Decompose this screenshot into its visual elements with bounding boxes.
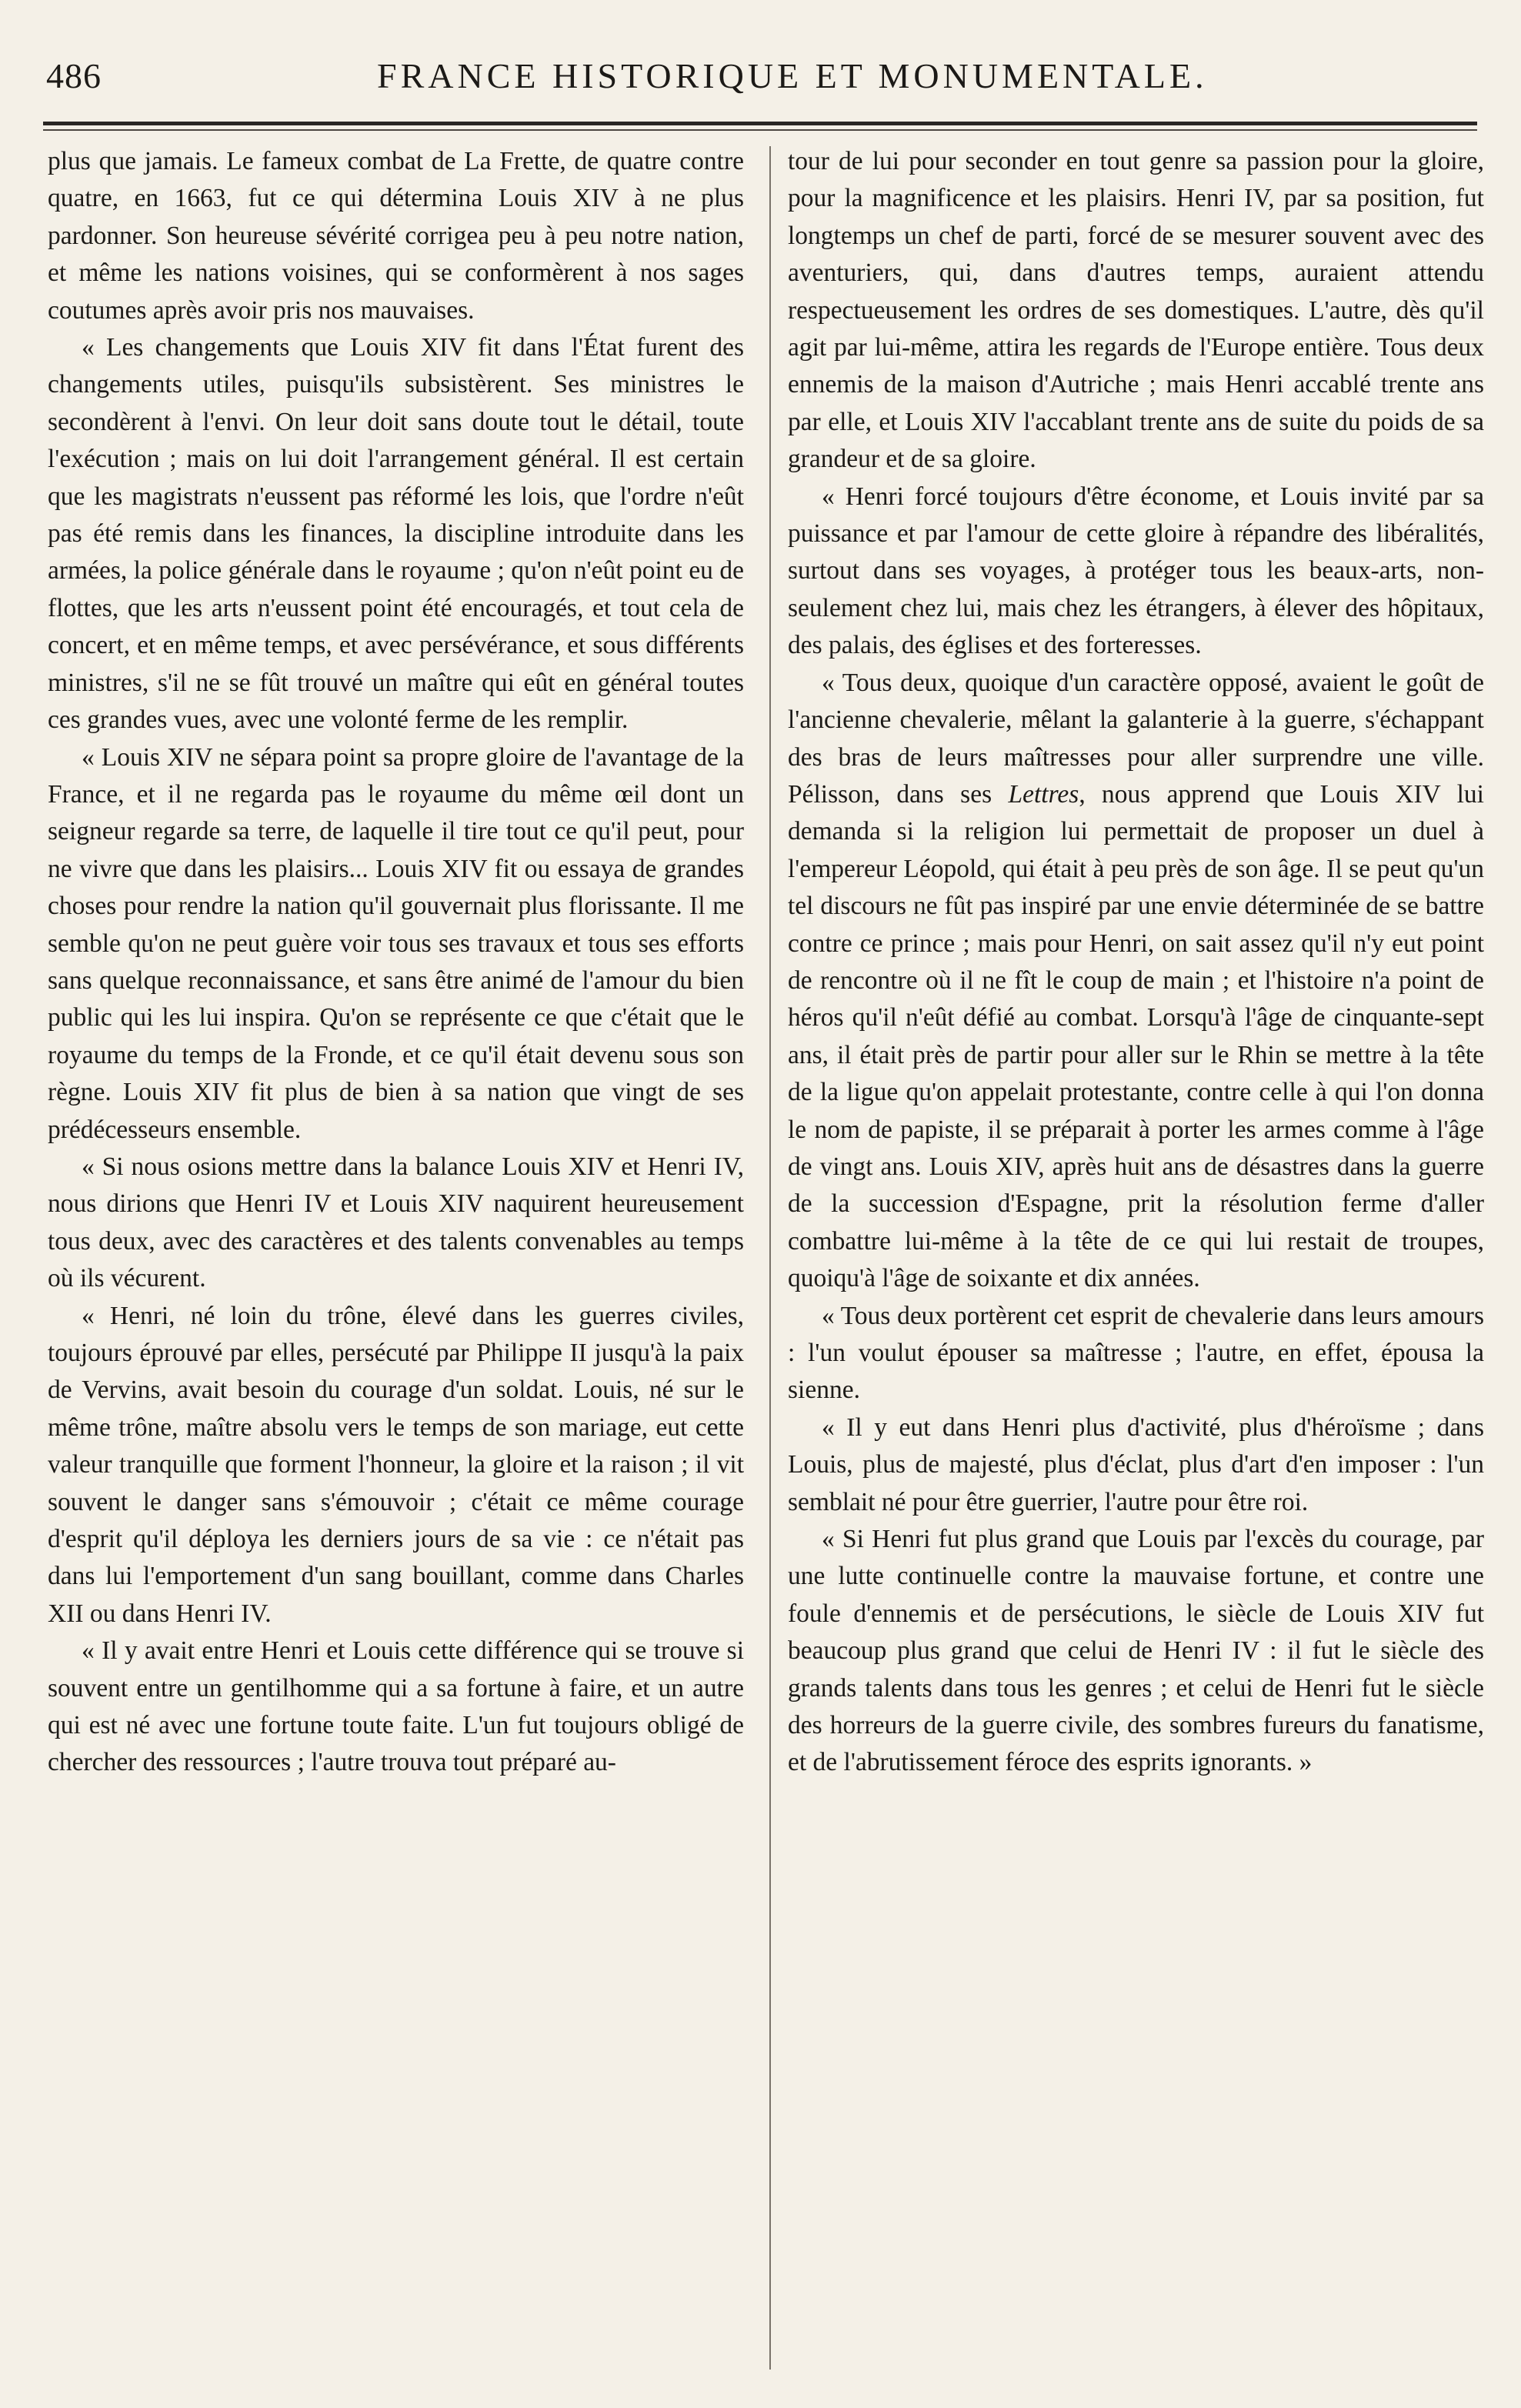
paragraph: « Il y eut dans Henri plus d'activité, plus d'héroïsme ; dans Louis, plus de majesté, plus d'éclat, plus d'art d'en imposer : l'un semblait né pour être guerrier, l'autre pour être roi. (788, 1412, 1484, 1516)
paragraph: « Henri, né loin du trône, élevé dans les guerres civiles, toujours éprouvé par elles, persécuté par Philippe II jusqu'à la paix de Vervins, avait besoin du courage d'un soldat. Louis, né sur le même trône, maître absolu vers le temps de son mariage, eut cette valeur tranquille que forment l'honneur, la gloire et la raison ; il vit souvent le danger sans s'émouvoir ; c'était ce même courage d'esprit qu'il déploya les derniers jours de sa vie : ce n'était pas dans lui l'emportement d'un sang bouillant, comme dans Charles XII ou dans Henri IV. (48, 1301, 744, 1628)
paragraph: « Si Henri fut plus grand que Louis par l'excès du courage, par une lutte continuelle contre la mauvaise fortune, et contre une foule d'ennemis et de persécutions, le siècle de Louis XIV fut beaucoup plus grand que celui de Henri IV : il fut le siècle des grands talents dans tous les genres ; et celui de Henri fut le siècle des horreurs de la guerre civile, des sombres fureurs du fanatisme, et de l'abrutissement féroce des esprits ignorants. » (788, 1525, 1484, 1777)
column-divider (769, 146, 771, 2370)
right-column (788, 143, 1484, 1782)
header-rule (43, 122, 1477, 125)
left-column (48, 143, 744, 1782)
header-rule-thin (43, 129, 1477, 131)
italic-title: Lettres (1008, 779, 1079, 809)
paragraph: « Les changements que Louis XIV fit dans l'État furent des changements utiles, puisqu'ils subsistèrent. Ses ministres le secondèrent à l'envi. On leur doit sans doute tout le détail, toute l'exécution ; mais on lui doit l'arrangement général. Il est certain que les magistrats n'eussent pas réformé les lois, que l'ordre n'eût pas été remis dans les finances, la discipline introduite dans les armées, la police générale dans le royaume ; qu'on n'eût point eu de flottes, que les arts n'eussent point été encouragés, et tout cela de concert, et en même temps, et avec persévérance, et sous différents ministres, s'il ne se fût trouvé un maître qui eût en général toutes ces grandes vues, avec une volonté ferme de les remplir. (48, 333, 744, 735)
page-number: 486 (46, 56, 102, 95)
running-title: FRANCE HISTORIQUE ET MONUMENTALE. (377, 56, 1208, 95)
page-header (46, 55, 1477, 109)
paragraph: « Henri forcé toujours d'être économe, et Louis invité par sa puissance et par l'amour de cette gloire à répandre des libéralités, surtout dans ses voyages, à protéger tous les beaux-arts, non-seulement chez lui, mais chez les étrangers, à élever des hôpitaux, des palais, des églises et des forteresses. (788, 482, 1484, 660)
paragraph: plus que jamais. Le fameux combat de La Frette, de quatre contre quatre, en 1663, fut ce qui détermina Louis XIV à ne plus pardonner. Son heureuse sévérité corrigea peu à peu notre nation, et même les nations voisines, qui se conformèrent à nos sages coutumes après avoir pris nos mauvaises. (48, 147, 744, 325)
paragraph-start: « Tous deux, quoique d'un caractère opposé, avaient le goût de l'ancienne chevalerie, mêlant la galanterie à la guerre, s'échappant des bras de leurs maîtresses pour aller surprendre une ville. Pélisson, dans ses (788, 668, 1484, 809)
paragraph: « Si nous osions mettre dans la balance Louis XIV et Henri IV, nous dirions que Henri IV et Louis XIV naquirent heureusement tous deux, avec des caractères et des talents convenables au temps où ils vécurent. (48, 1152, 744, 1293)
paragraph: « Tous deux portèrent cet esprit de chevalerie dans leurs amours : l'un voulut épouser sa maîtresse ; l'autre, en effet, épousa la sienne. (788, 1301, 1484, 1405)
paragraph-with-italic (788, 665, 1484, 1298)
paragraph: tour de lui pour seconder en tout genre sa passion pour la gloire, pour la magnificence et les plaisirs. Henri IV, par sa position, fut longtemps un chef de parti, forcé de se mesurer souvent avec des aventuriers, qui, dans d'autres temps, auraient attendu respectueusement les ordres de ses domestiques. L'autre, dès qu'il agit par lui-même, attira les regards de l'Europe entière. Tous deux ennemis de la maison d'Autriche ; mais Henri accablé trente ans par elle, et Louis XIV l'accablant trente ans de suite du poids de sa grandeur et de sa gloire. (788, 147, 1484, 474)
paragraph: « Louis XIV ne sépara point sa propre gloire de l'avantage de la France, et il ne regarda pas le royaume du même œil dont un seigneur regarde sa terre, de laquelle il tire tout ce qu'il peut, pour ne vivre que dans les plaisirs... Louis XIV fit ou essaya de grandes choses pour rendre la nation qu'il gouvernait plus florissante. Il me semble qu'on ne peut guère voir tous ses travaux et tous ses efforts sans quelque reconnaissance, et sans être animé de l'amour du bien public qui les lui inspira. Qu'on se représente ce que c'était que le royaume du temps de la Fronde, et ce qu'il était devenu sous son règne. Louis XIV fit plus de bien à sa nation que vingt de ses prédécesseurs ensemble. (48, 742, 744, 1144)
paragraph: « Il y avait entre Henri et Louis cette différence qui se trouve si souvent entre un gentilhomme qui a sa fortune à faire, et un autre qui est né avec une fortune toute faite. L'un fut toujours obligé de chercher des ressources ; l'autre trouva tout préparé au- (48, 1636, 744, 1777)
paragraph-rest: , nous apprend que Louis XIV lui demanda si la religion lui permettait de proposer un duel à l'empereur Léopold, qui était à peu près de son âge. Il se peut qu'un tel discours ne fût pas inspiré par une envie déterminée de se battre contre ce prince ; mais pour Henri, on sait assez qu'il n'y eut point de rencontre où il ne fît le coup de main ; et l'histoire n'a point de héros qu'il n'eût défié au combat. Lorsqu'à l'âge de cinquante-sept ans, il était près de partir pour aller sur le Rhin se mettre à la tête de la ligue qu'on appelait protestante, contre celle à qui l'on donna le nom de papiste, il se préparait à porter les armes comme à l'âge de vingt ans. Louis XIV, après huit ans de désastres dans la guerre de la succession d'Espagne, prit la résolution ferme d'aller combattre lui-même à la tête de ce qui lui restait de troupes, quoiqu'à l'âge de soixante et dix années. (788, 779, 1484, 1293)
